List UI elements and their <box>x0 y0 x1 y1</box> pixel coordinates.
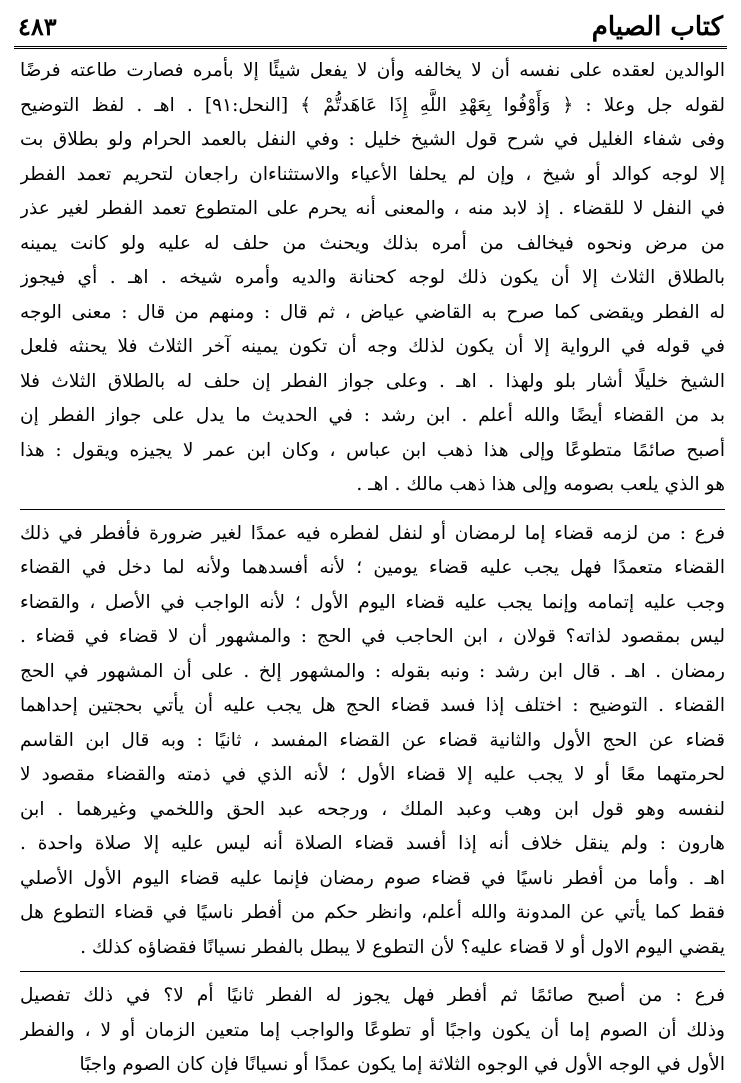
book-title: كتاب الصيام <box>591 12 723 42</box>
text-line: لقوله جل وعلا : ﴿ وَأَوْفُوا بِعَهْدِ اللَّهِ إِذَا عَاهَدتُّمْ ﴾ [النحل:٩١] . اهـ . لفظ التوضيح <box>20 94 725 116</box>
text-line: وذلك أن الصوم إما أن يكون واجبًا أو تطوعًا والواجب إما متعين الزمان أو لا ، والفطر <box>20 1019 725 1041</box>
paragraph-main <box>20 54 725 503</box>
text-line: قضاء عن الحج الأول والثانية قضاء عن القضاء المفسد ، ثانيًا : وبه قال ابن القاسم <box>20 729 725 751</box>
text-line: القضاء متعمدًا فهل يجب عليه قضاء يومين ؛ لأنه أفسدهما ولأنه لما دخل في القضاء <box>20 557 725 578</box>
text-line: ليس بمقصود لذاته؟ قولان ، ابن الحاجب في الحج : والمشهور أن لا قضاء في قضاء . <box>20 626 725 647</box>
paragraph-far <box>20 979 725 1083</box>
text-line: اهـ . وأما من أفطر ناسيًا في قضاء صوم رمضان فإنما عليه قضاء اليوم الأول الأصلي <box>20 867 725 889</box>
text-line: رمضان . اهـ . قال ابن رشد : ونبه بقوله : والمشهور إلخ . على أن المشهور في الحج <box>20 660 725 682</box>
text-line: من مرض ونحوه فيخالف من أمره بذلك ويحنث من حلف له عليه ولو كانت يمينه <box>20 232 725 254</box>
text-line: هو الذي يلعب بصومه وإلى هذا ذهب مالك . اهـ . <box>356 474 725 495</box>
section-divider <box>20 971 725 972</box>
text-line: القضاء . التوضيح : اختلف إذا فسد قضاء الحج هل يجب عليه أن يأتي بحجتين إحداهما <box>20 695 725 716</box>
text-line: في قوله في الرواية إلا أن يكون لذلك وجه أن تكون يمينه آخر الثلاث فلا يحنثه فلعل <box>20 336 725 357</box>
text-line: الأول في الوجه الأول في الوجوه الثلاثة إما يكون عمدًا أو نسيانًا فإن كان الصوم واجبًا <box>79 1054 725 1075</box>
text-line: بد من القضاء أيضًا والله أعلم . ابن رشد : في الحديث ما يدل على جواز الفطر إن <box>20 405 725 426</box>
text-line: أصبح صائمًا متطوعًا وإلى هذا ذهب ابن عباس ، وكان ابن عمر لا يجيزه ويقول : هذا <box>20 439 725 461</box>
text-line: يقضي اليوم الاول أو لا قضاء عليه؟ لأن التطوع لا يبطل بالفطر نسيانًا فقضاؤه كذلك . <box>80 936 725 958</box>
text-line: الشيخ خليلًا أشار بلو ولهذا . اهـ . وعلى جواز الفطر إن حلف له بالطلاق الثلاث فلا <box>20 370 725 392</box>
text-line: بالطلاق الثلاث إلا أن يكون ذلك لوجه كحنانة والديه وأمره شيخه . اهـ . أي فيجوز <box>20 267 725 288</box>
page-number: ٤٨٣ <box>18 12 57 41</box>
text-line: وجب عليه إتمامه وإنما يجب عليه قضاء اليوم الأول ؛ لأنه الواجب في الأصل ، والقضاء <box>20 591 725 613</box>
page-body <box>20 54 725 1083</box>
text-line: في النفل لا للقضاء . إذ لابد منه ، والمعنى أنه يحرم على المتطوع تعمد الفطر لغير عذر <box>20 198 725 219</box>
text-line: لحرمتهما معًا أو لا يجب عليه إلا قضاء الأول ؛ لأنه الذي في ذمته والقضاء مقصود لا <box>20 764 725 785</box>
text-line: وفى شفاء الغليل في شرح قول الشيخ خليل : وفي النفل بالعمد الحرام ولو بطلاق بت <box>20 129 725 150</box>
text-line: فرع : من لزمه قضاء إما لرمضان أو لنفل لفطره فيه عمدًا لغير ضرورة فأفطر في ذلك <box>20 522 725 544</box>
text-line: لنفسه وهو قول ابن وهب وعبد الملك ، ورجحه عبد الحق واللخمي وغيرهما . ابن <box>20 798 725 820</box>
text-line: فقط كما يأتي عن المدونة والله أعلم، وانظر حكم من أفطر ناسيًا في قضاء التطوع هل <box>20 902 725 923</box>
header-divider <box>14 46 727 49</box>
text-line: الوالدين لعقده على نفسه أن لا يخالفه وأن لا يفعل شيئًا إلا بأمره فصارت طاعته فرضًا <box>20 60 725 81</box>
text-line: هارون : ولم ينقل خلاف أنه إذا أفسد قضاء الصلاة أنه ليس عليه إلا صلاة واحدة . <box>20 833 725 854</box>
text-line: له الفطر ويقضى كما صرح به القاضي عياض ، ثم قال : ومنهم من قال : معنى الوجه <box>20 301 725 323</box>
paragraph-far <box>20 517 725 966</box>
page-header <box>18 6 723 44</box>
section-divider <box>20 509 725 510</box>
text-line: إلا لوجه كوالد أو شيخ ، وإن لم يحلفا الأعياء والاستثناءان راجعان لتحريم تعمد الفطر <box>20 163 725 185</box>
text-line: فرع : من أصبح صائمًا ثم أفطر فهل يجوز له الفطر ثانيًا أم لا؟ في ذلك تفصيل <box>20 985 725 1006</box>
